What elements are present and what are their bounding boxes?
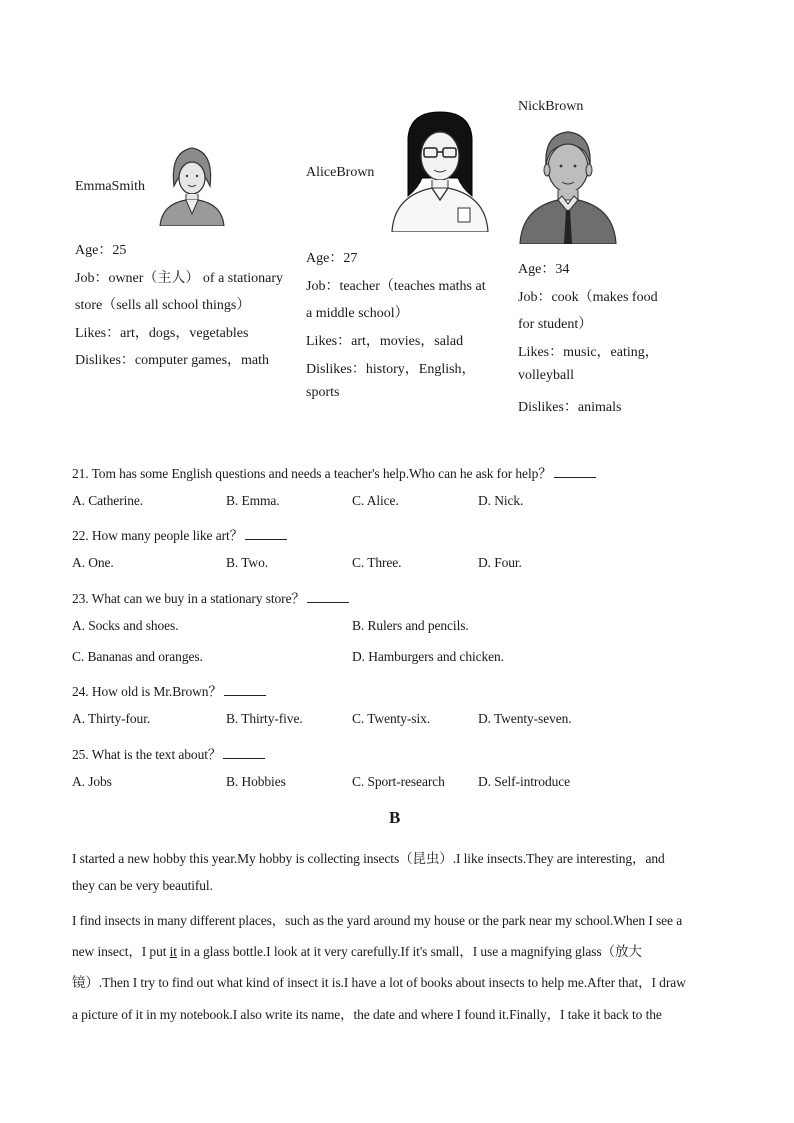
option-c[interactable]: C. Sport-research (352, 774, 445, 789)
answer-blank[interactable] (245, 527, 287, 540)
question-stem: 21. Tom has some English questions and needs a teacher's help.Who can he ask for help？ (72, 462, 596, 482)
answer-blank[interactable] (223, 746, 265, 759)
profile-line: Likes：music，eating， (518, 345, 659, 360)
profile-name: NickBrown (518, 99, 584, 114)
option-d[interactable]: D. Four. (478, 555, 522, 570)
profile-line: for student） (518, 317, 593, 332)
option-a[interactable]: A. Socks and shoes. (72, 618, 179, 633)
profile-line: Job：teacher（teaches maths at (306, 279, 486, 294)
underlined-word: it (169, 944, 177, 959)
profile-line: Job：cook（makes food (518, 290, 658, 305)
option-a[interactable]: A. One. (72, 555, 114, 570)
option-d[interactable]: D. Hamburgers and chicken. (352, 649, 504, 664)
option-c[interactable]: C. Three. (352, 555, 402, 570)
option-a[interactable]: A. Jobs (72, 774, 112, 789)
profile-line: Age：25 (75, 243, 127, 258)
profile-line: sports (306, 385, 340, 400)
emma-portrait (156, 142, 228, 226)
nick-portrait (518, 124, 618, 244)
answer-blank[interactable] (307, 590, 349, 603)
profile-line: Dislikes：history，English， (306, 362, 476, 377)
option-b[interactable]: B. Emma. (226, 493, 280, 508)
profile-name: AliceBrown (306, 165, 375, 180)
option-c[interactable]: C. Twenty-six. (352, 711, 431, 726)
profile-line: Dislikes：computer games，math (75, 353, 270, 368)
profile-line: volleyball (518, 368, 574, 383)
profile-line: a middle school） (306, 306, 409, 321)
option-b[interactable]: B. Hobbies (226, 774, 286, 789)
question-stem: 25. What is the text about？ (72, 743, 265, 763)
profile-name: EmmaSmith (75, 179, 145, 194)
option-a[interactable]: A. Catherine. (72, 493, 144, 508)
alice-portrait (388, 108, 492, 232)
profile-line: Likes：art，dogs，vegetables (75, 326, 249, 341)
profile-line: store（sells all school things） (75, 298, 251, 313)
option-b[interactable]: B. Two. (226, 555, 268, 570)
passage-line: 镜）.Then I try to find out what kind of insect it is.I have a lot of books about insects to help me.After that，I draw (72, 975, 686, 990)
question-stem: 23. What can we buy in a stationary store？ (72, 587, 349, 607)
option-b[interactable]: B. Rulers and pencils. (352, 618, 469, 633)
profile-line: Age：27 (306, 251, 358, 266)
profile-line: Age：34 (518, 262, 570, 277)
passage-line: they can be very beautiful. (72, 878, 213, 893)
option-c[interactable]: C. Bananas and oranges. (72, 649, 203, 664)
passage-line: a picture of it in my notebook.I also write its name，the date and where I found it.Finally，I take it back to the (72, 1007, 662, 1022)
profile-line: Dislikes：animals (518, 400, 622, 415)
passage-line: new insect，I put it in a glass bottle.I look at it very carefully.If it's small，I use a magnifying glass（放大 (72, 944, 642, 959)
option-d[interactable]: D. Nick. (478, 493, 524, 508)
option-c[interactable]: C. Alice. (352, 493, 399, 508)
profile-line: Likes：art，movies，salad (306, 334, 464, 349)
option-a[interactable]: A. Thirty-four. (72, 711, 151, 726)
option-d[interactable]: D. Twenty-seven. (478, 711, 572, 726)
option-b[interactable]: B. Thirty-five. (226, 711, 303, 726)
profile-line: Job：owner（主人） of a stationary (75, 271, 284, 286)
answer-blank[interactable] (554, 465, 596, 478)
answer-blank[interactable] (224, 683, 266, 696)
question-stem: 24. How old is Mr.Brown？ (72, 680, 266, 700)
passage-line: I find insects in many different places，such as the yard around my house or the park near my school.When I see a (72, 913, 683, 928)
passage-line: I started a new hobby this year.My hobby is collecting insects（昆虫）.I like insects.They are interesting，and (72, 851, 665, 866)
option-d[interactable]: D. Self-introduce (478, 774, 571, 789)
section-heading: B (389, 808, 401, 827)
question-stem: 22. How many people like art？ (72, 524, 287, 544)
